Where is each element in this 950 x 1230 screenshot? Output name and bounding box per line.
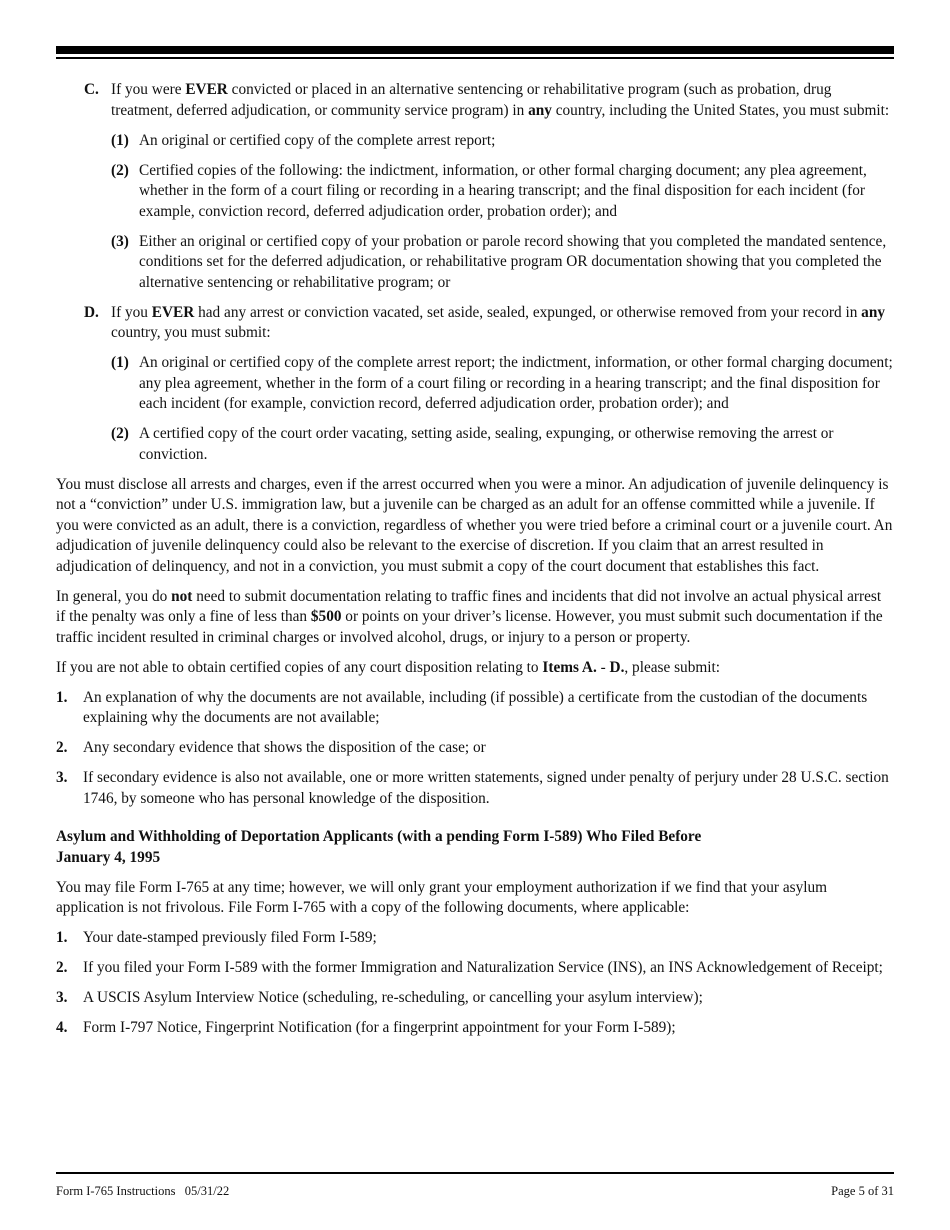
item-c-text: If you were EVER convicted or placed in an alternative sentencing or rehabilitative program (such as probation, drug treatment, deferred adjudication, or community service program) in any country, including the United States, you must submit: [111,81,890,119]
paragraph-disclose-arrests: You must disclose all arrests and charges, even if the arrest occurred when you were a minor. An adjudication of juvenile delinquency is not a “conviction” under U.S. immigration law, but a juvenile can be charged as an adult for an offense committed while a juvenile. If you were convicted as an adult, there is a conviction, regardless of whether you were tried before a criminal court or a juvenile court. An adjudication of juvenile delinquency could also be relevant to the exercise of discretion. If you claim that an arrest resulted in adjudication of delinquency, and not in a conviction, you must submit a copy of the court document that establishes this fact. [56,475,893,575]
item-c [56,80,894,121]
item-c-sub-1: (1) An original or certified copy of the complete arrest report; [111,131,496,149]
paragraph-unable-to-obtain: If you are not able to obtain certified copies of any court disposition relating to Items A. - D., please submit: [56,658,720,676]
footer-rule [56,1172,894,1174]
list-item: 3. A USCIS Asylum Interview Notice (scheduling, re-scheduling, or cancelling your asylum interview); [56,989,703,1006]
paragraph-traffic-fines: In general, you do not need to submit documentation relating to traffic fines and incidents that did not involve an actual physical arrest if the penalty was only a fine of less than $500 or points on your driver’s license. However, you must submit such documentation if the traffic incident resulted in criminal charges or involved alcohol, drugs, or injury to a person or property. [56,587,883,646]
item-d-sub-1: (1) An original or certified copy of the complete arrest report; the indictment, information, or other formal charging document; any plea agreement, whether in the form of a court filing or recording in a hearing transcript; and the final disposition for each incident (for example, conviction record, deferred adjudication order, probation order); and [111,354,893,412]
item-c-label: C. [84,81,99,98]
item-d-text: If you EVER had any arrest or conviction vacated, set aside, sealed, expunged, or otherwise removed from your record in any country, you must submit: [111,303,885,341]
item-c-sub-2: (2) Certified copies of the following: the indictment, information, or other formal charging document; any plea agreement, whether in the form of a court filing or recording in a hearing transcript; and the final disposition for each incident (for example, conviction record, deferred adjudication order, probation order); and [111,161,867,220]
item-d [56,303,894,344]
page-content [56,80,894,1039]
item-d-sub-2: (2) A certified copy of the court order vacating, setting aside, sealing, expunging, or otherwise removing the arrest or conviction. [111,425,834,463]
list-item: 1. Your date-stamped previously filed Form I-589; [56,929,377,946]
list-item: 2. Any secondary evidence that shows the disposition of the case; or [56,739,486,756]
footer-page-number: Page 5 of 31 [831,1184,894,1198]
paragraph-asylum: You may file Form I-765 at any time; however, we will only grant your employment authorization if we find that your asylum application is not frivolous. File Form I-765 with a copy of the following documents, where applicable: [56,878,828,916]
footer-form-id: Form I-765 Instructions 05/31/22 [56,1184,230,1198]
list-item: 3. If secondary evidence is also not available, one or more written statements, signed under penalty of perjury under 28 U.S.C. section 1746, by someone who has personal knowledge of the disposition. [56,769,889,807]
header-rule-thick [56,46,894,54]
list-item: 4. Form I-797 Notice, Fingerprint Notification (for a fingerprint appointment for your Form I-589); [56,1019,676,1036]
item-c-sub-3: (3) Either an original or certified copy of your probation or parole record showing that you completed the mandated sentence, conditions set for the deferred adjudication, or rehabilitative program OR documentation showing that you completed the alternative sentencing or rehabilitative program; or [111,232,887,291]
section-heading-asylum: Asylum and Withholding of Deportation Applicants (with a pending Form I-589) Who Filed Before January 4, 1995 [56,828,702,866]
list-item: 2. If you filed your Form I-589 with the former Immigration and Naturalization Service (INS), an INS Acknowledgement of Receipt; [56,959,883,976]
header-rule-thin [56,57,894,59]
item-d-label: D. [84,303,99,321]
list-item: 1. An explanation of why the documents are not available, including (if possible) a certificate from the custodian of the documents explaining why the documents are not available; [56,688,868,726]
